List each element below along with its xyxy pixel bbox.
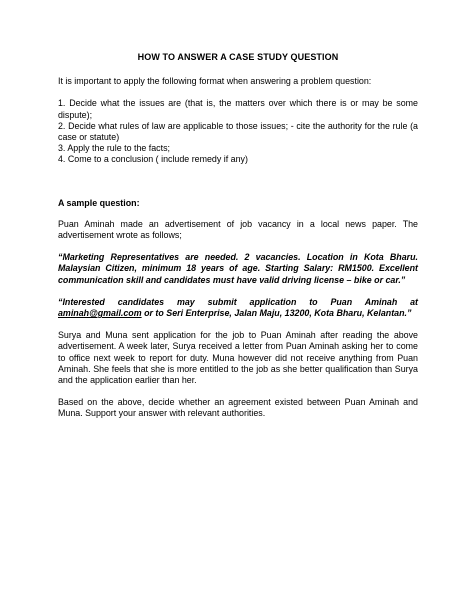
- list-item: 3. Apply the rule to the facts;: [58, 143, 170, 154]
- intro-text: It is important to apply the following format when answering a problem question:: [58, 76, 372, 87]
- sample-question-heading: A sample question:: [58, 197, 140, 208]
- application-quote: [58, 297, 418, 319]
- scenario-paragraph: Surya and Muna sent application for the job to Puan Aminah after reading the above advertisement. A week later, Surya received a letter from Puan Aminah asking her to come to office next week to report for duty. Muna however did not receive anything from Puan Aminah. She feels that she is more entitled to the job as she better qualification than Surya and the application earlier than her.: [58, 330, 418, 386]
- advertisement-intro: Puan Aminah made an advertisement of job vacancy in a local news paper. The advertisement wrote as follows;: [58, 218, 418, 241]
- list-item: 2. Decide what rules of law are applicable to those issues; - cite the authority for the rule (a case or statute): [58, 120, 418, 143]
- application-quote-end: or to Seri Enterprise, Jalan Maju, 13200, Kota Bharu, Kelantan.”: [141, 308, 412, 319]
- list-item: 1. Decide what the issues are (that is, the matters over which there is or may be some dispute);: [58, 98, 418, 120]
- page-title: HOW TO ANSWER A CASE STUDY QUESTION: [137, 52, 339, 62]
- question-paragraph: Based on the above, decide whether an agreement existed between Puan Aminah and Muna. Support your answer with relevant authorities.: [58, 397, 418, 419]
- application-quote-start: “Interested candidates may submit application to Puan Aminah at: [58, 296, 418, 307]
- format-steps-list: [58, 98, 418, 165]
- email-link[interactable]: aminah@gmail.com: [58, 308, 142, 319]
- list-item: 4. Come to a conclusion ( include remedy if any): [58, 154, 248, 165]
- advertisement-quote: “Marketing Representatives are needed. 2 vacancies. Location in Kota Bharu. Malaysian Citizen, minimum 18 years of age. Starting Salary: RM1500. Excellent communication skill and candidates must have valid driving license – bike or car.”: [58, 252, 418, 285]
